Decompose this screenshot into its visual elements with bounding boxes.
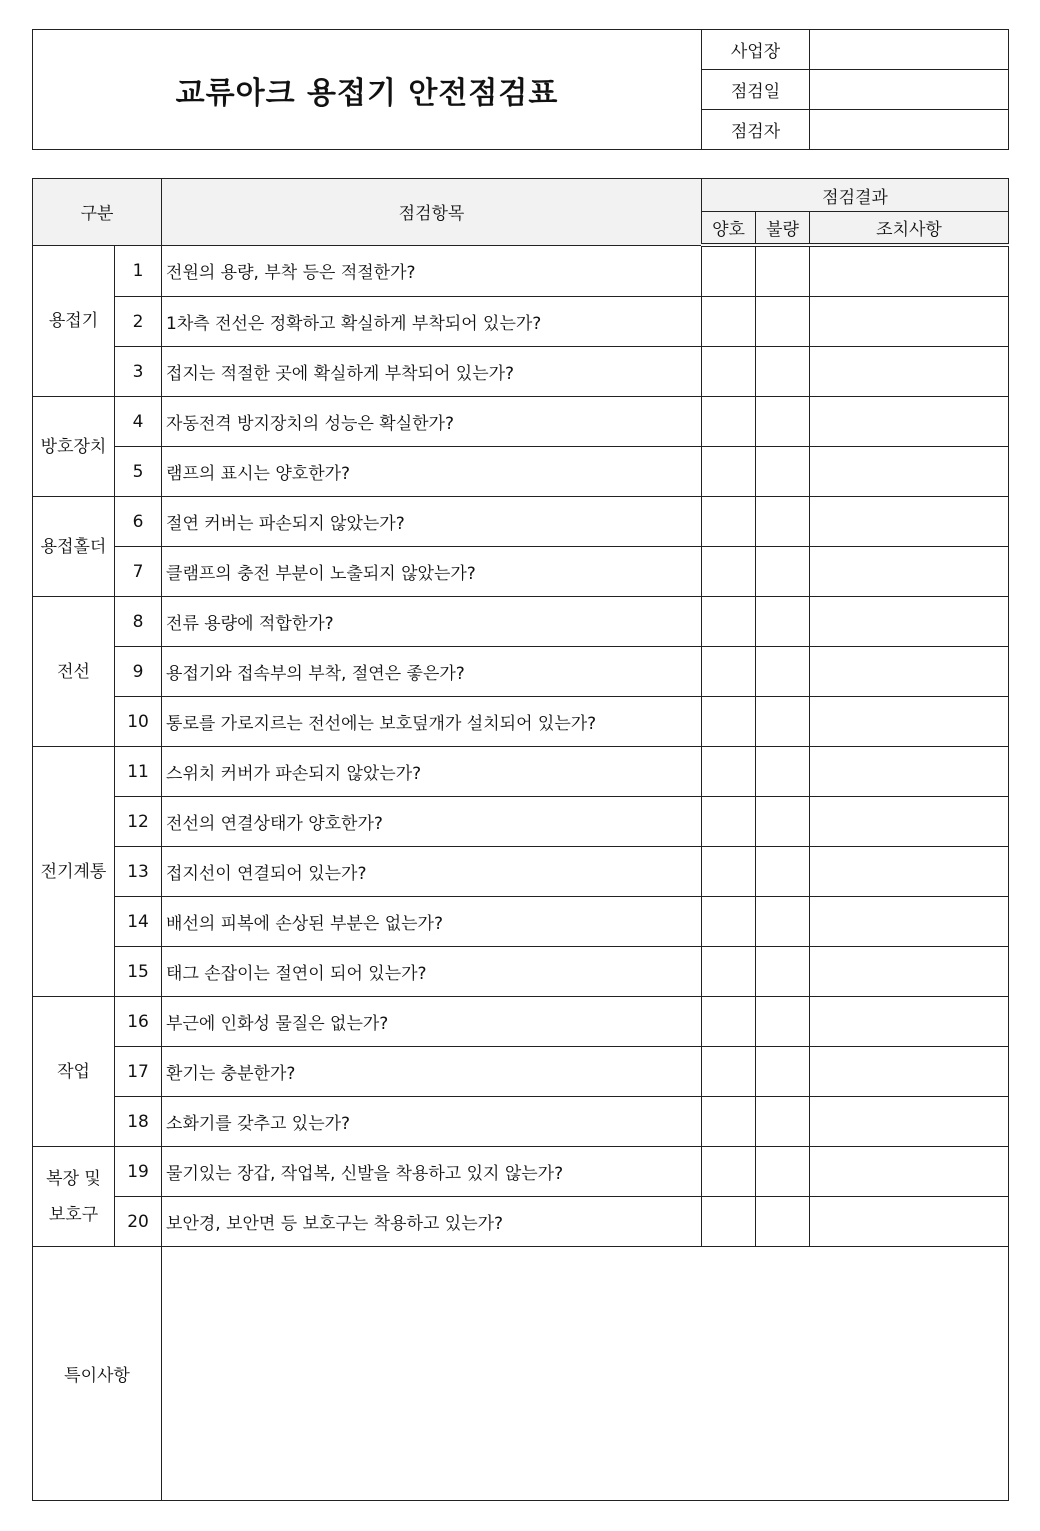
action-cell[interactable] <box>810 297 1009 347</box>
item-question: 부근에 인화성 물질은 없는가? <box>162 997 702 1047</box>
item-number: 11 <box>115 747 162 797</box>
checklist-row <box>33 245 1009 297</box>
bad-check-cell[interactable] <box>756 747 810 797</box>
action-cell[interactable] <box>810 1197 1009 1247</box>
item-number: 19 <box>115 1147 162 1197</box>
item-question: 클램프의 충전 부분이 노출되지 않았는가? <box>162 547 702 597</box>
category-label-line: 보호구 <box>48 1204 99 1225</box>
good-check-cell[interactable] <box>702 1197 756 1247</box>
item-number: 13 <box>115 847 162 897</box>
item-number: 1 <box>115 245 162 297</box>
action-cell[interactable] <box>810 547 1009 597</box>
checklist-row <box>33 1097 1009 1147</box>
checklist-row <box>33 1047 1009 1097</box>
good-check-cell[interactable] <box>702 947 756 997</box>
item-number: 5 <box>115 447 162 497</box>
item-number: 7 <box>115 547 162 597</box>
good-check-cell[interactable] <box>702 597 756 647</box>
action-cell[interactable] <box>810 847 1009 897</box>
checklist-row <box>33 1147 1009 1197</box>
good-check-cell[interactable] <box>702 697 756 747</box>
good-check-cell[interactable] <box>702 847 756 897</box>
notes-row <box>33 1247 1009 1501</box>
action-cell[interactable] <box>810 947 1009 997</box>
bad-check-cell[interactable] <box>756 997 810 1047</box>
checklist-row <box>33 297 1009 347</box>
item-number: 12 <box>115 797 162 847</box>
bad-check-cell[interactable] <box>756 697 810 747</box>
item-number: 16 <box>115 997 162 1047</box>
date-label: 점검일 <box>702 70 810 110</box>
item-question: 환기는 충분한가? <box>162 1047 702 1097</box>
bad-check-cell[interactable] <box>756 1147 810 1197</box>
item-number: 20 <box>115 1197 162 1247</box>
category-label: 전기계통 <box>33 747 115 997</box>
site-field[interactable] <box>810 30 1009 70</box>
category-header: 구분 <box>33 179 162 246</box>
category-label-line: 복장 및 <box>46 1168 101 1189</box>
good-check-cell[interactable] <box>702 447 756 497</box>
category-label: 용접홀더 <box>33 497 115 597</box>
bad-check-cell[interactable] <box>756 1097 810 1147</box>
bad-check-cell[interactable] <box>756 1047 810 1097</box>
bad-check-cell[interactable] <box>756 397 810 447</box>
bad-check-cell[interactable] <box>756 547 810 597</box>
good-check-cell[interactable] <box>702 797 756 847</box>
action-cell[interactable] <box>810 1047 1009 1097</box>
good-check-cell[interactable] <box>702 245 756 297</box>
checklist-table <box>32 178 1009 1501</box>
item-question: 보안경, 보안면 등 보호구는 착용하고 있는가? <box>162 1197 702 1247</box>
bad-check-cell[interactable] <box>756 297 810 347</box>
item-header: 점검항목 <box>162 179 702 246</box>
good-check-cell[interactable] <box>702 297 756 347</box>
good-header: 양호 <box>702 212 756 246</box>
category-label: 방호장치 <box>33 397 115 497</box>
bad-check-cell[interactable] <box>756 647 810 697</box>
good-check-cell[interactable] <box>702 747 756 797</box>
action-cell[interactable] <box>810 347 1009 397</box>
result-header: 점검결과 <box>702 179 1009 212</box>
category-label: 작업 <box>33 997 115 1147</box>
item-question: 접지선이 연결되어 있는가? <box>162 847 702 897</box>
bad-check-cell[interactable] <box>756 447 810 497</box>
page-title: 교류아크 용접기 안전점검표 <box>33 30 702 150</box>
action-cell[interactable] <box>810 747 1009 797</box>
date-field[interactable] <box>810 70 1009 110</box>
good-check-cell[interactable] <box>702 347 756 397</box>
item-number: 3 <box>115 347 162 397</box>
item-question: 전류 용량에 적합한가? <box>162 597 702 647</box>
checklist-row <box>33 997 1009 1047</box>
checklist-row <box>33 347 1009 397</box>
checklist-row <box>33 847 1009 897</box>
action-header: 조치사항 <box>810 212 1009 246</box>
action-cell[interactable] <box>810 1097 1009 1147</box>
good-check-cell[interactable] <box>702 897 756 947</box>
item-number: 15 <box>115 947 162 997</box>
item-question: 자동전격 방지장치의 성능은 확실한가? <box>162 397 702 447</box>
good-check-cell[interactable] <box>702 1147 756 1197</box>
good-check-cell[interactable] <box>702 1097 756 1147</box>
inspector-field[interactable] <box>810 110 1009 150</box>
checklist-row <box>33 1197 1009 1247</box>
good-check-cell[interactable] <box>702 647 756 697</box>
action-cell[interactable] <box>810 1147 1009 1197</box>
checklist-row <box>33 597 1009 647</box>
bad-check-cell[interactable] <box>756 347 810 397</box>
item-number: 17 <box>115 1047 162 1097</box>
action-cell[interactable] <box>810 697 1009 747</box>
notes-label: 특이사항 <box>33 1247 162 1501</box>
action-cell[interactable] <box>810 245 1009 297</box>
category-label <box>33 1147 115 1247</box>
category-label: 전선 <box>33 597 115 747</box>
checklist-row <box>33 947 1009 997</box>
bad-check-cell[interactable] <box>756 597 810 647</box>
checklist-row <box>33 697 1009 747</box>
action-cell[interactable] <box>810 797 1009 847</box>
item-question: 접지는 적절한 곳에 확실하게 부착되어 있는가? <box>162 347 702 397</box>
good-check-cell[interactable] <box>702 547 756 597</box>
item-number: 14 <box>115 897 162 947</box>
bad-check-cell[interactable] <box>756 497 810 547</box>
item-question: 스위치 커버가 파손되지 않았는가? <box>162 747 702 797</box>
action-cell[interactable] <box>810 497 1009 547</box>
checklist-row <box>33 397 1009 447</box>
checklist-row <box>33 547 1009 597</box>
category-label: 용접기 <box>33 245 115 397</box>
action-cell[interactable] <box>810 997 1009 1047</box>
good-check-cell[interactable] <box>702 397 756 447</box>
inspector-label: 점검자 <box>702 110 810 150</box>
checklist-row <box>33 797 1009 847</box>
bad-check-cell[interactable] <box>756 1197 810 1247</box>
site-label: 사업장 <box>702 30 810 70</box>
item-question: 용접기와 접속부의 부착, 절연은 좋은가? <box>162 647 702 697</box>
item-number: 9 <box>115 647 162 697</box>
notes-field[interactable] <box>162 1247 1009 1501</box>
good-check-cell[interactable] <box>702 1047 756 1097</box>
item-number: 18 <box>115 1097 162 1147</box>
action-cell[interactable] <box>810 647 1009 697</box>
good-check-cell[interactable] <box>702 997 756 1047</box>
item-question: 태그 손잡이는 절연이 되어 있는가? <box>162 947 702 997</box>
action-cell[interactable] <box>810 447 1009 497</box>
checklist-row <box>33 447 1009 497</box>
bad-check-cell[interactable] <box>756 245 810 297</box>
bad-check-cell[interactable] <box>756 847 810 897</box>
header-table <box>32 29 1009 150</box>
item-question: 절연 커버는 파손되지 않았는가? <box>162 497 702 547</box>
good-check-cell[interactable] <box>702 497 756 547</box>
item-number: 6 <box>115 497 162 547</box>
checklist-row <box>33 647 1009 697</box>
checklist-row <box>33 497 1009 547</box>
bad-header: 불량 <box>756 212 810 246</box>
checklist-row <box>33 747 1009 797</box>
item-number: 4 <box>115 397 162 447</box>
action-cell[interactable] <box>810 397 1009 447</box>
item-number: 10 <box>115 697 162 747</box>
item-number: 8 <box>115 597 162 647</box>
bad-check-cell[interactable] <box>756 797 810 847</box>
bad-check-cell[interactable] <box>756 947 810 997</box>
bad-check-cell[interactable] <box>756 897 810 947</box>
item-question: 램프의 표시는 양호한가? <box>162 447 702 497</box>
action-cell[interactable] <box>810 897 1009 947</box>
checklist-row <box>33 897 1009 947</box>
item-question: 배선의 피복에 손상된 부분은 없는가? <box>162 897 702 947</box>
item-question: 물기있는 장갑, 작업복, 신발을 착용하고 있지 않는가? <box>162 1147 702 1197</box>
item-question: 소화기를 갖추고 있는가? <box>162 1097 702 1147</box>
item-question: 전원의 용량, 부착 등은 적절한가? <box>162 245 702 297</box>
item-question: 전선의 연결상태가 양호한가? <box>162 797 702 847</box>
item-question: 1차측 전선은 정확하고 확실하게 부착되어 있는가? <box>162 297 702 347</box>
item-number: 2 <box>115 297 162 347</box>
action-cell[interactable] <box>810 597 1009 647</box>
item-question: 통로를 가로지르는 전선에는 보호덮개가 설치되어 있는가? <box>162 697 702 747</box>
